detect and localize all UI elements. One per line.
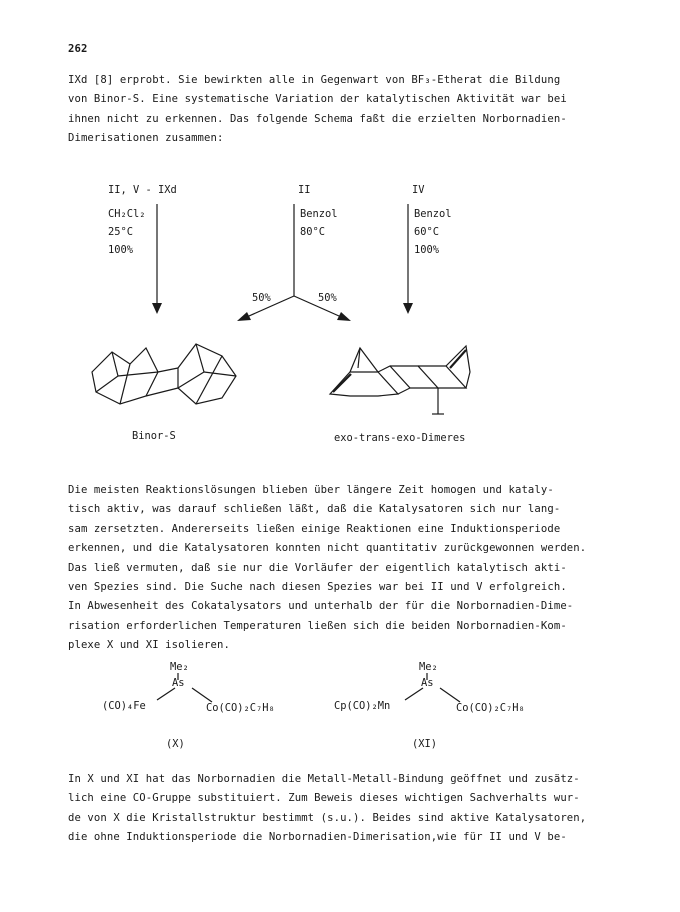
body-paragraph [68,481,586,656]
text-line: plexe X und XI isolieren. [68,639,230,652]
text-line: lich eine CO-Gruppe substituiert. Zum Beweis dieses wichtigen Sachverhalts wur- [68,792,580,805]
scheme-catalyst-2: II [298,184,311,196]
text-line: Das ließ vermuten, daß sie nur die Vorläufer der eigentlich katalytisch akti- [68,561,567,574]
arrowhead-fork-left [237,312,251,321]
scheme-split-right: 50% [318,292,337,304]
complex-x-label: (X) [166,738,185,750]
scheme-yield-3: 100% [414,244,440,256]
complex-xi-left: Cp(CO)₂Mn [334,700,391,712]
scheme-split-left: 50% [252,292,271,304]
text-line: die ohne Induktionsperiode die Norbornadien-Dimerisation,wie für II und V be- [68,831,567,844]
complex-x-me2: Me₂ [170,661,189,673]
arrowhead-fork-right [337,312,351,321]
product-label-binor-s: Binor-S [132,430,176,442]
bond-fe-as [157,688,175,700]
text-line: tisch aktiv, was darauf schließen läßt, daß die Katalysatoren sich nur lang- [68,503,561,516]
text-line: risation erforderlichen Temperaturen ließen sich die beiden Norbornadien-Kom- [68,619,567,632]
scheme-temp-3: 60°C [414,226,440,238]
text-line: In X und XI hat das Norbornadien die Metall-Metall-Bindung geöffnet und zusätz- [68,773,580,785]
arrowhead-3 [403,303,413,314]
complex-x-as: As [172,677,185,689]
text-line: ihnen nicht zu erkennen. Das folgende Schema faßt die erzielten Norbornadien- [68,112,567,125]
scheme-catalyst-1: II, V - IXd [108,184,177,196]
exo-trans-exo-dimer-structure [330,346,470,414]
complex-xi-label: (XI) [412,738,438,750]
text-line: Die meisten Reaktionslösungen blieben über längere Zeit homogen und kataly- [68,484,554,496]
bond-mn-as [405,688,423,700]
bond-as-co-2 [440,688,460,702]
text-line: de von X die Kristallstruktur bestimmt (s.u.). Beides sind aktive Katalysatoren, [68,811,587,824]
complex-xi-as: As [421,677,434,689]
product-label-exo-dimer: exo-trans-exo-Dimeres [334,432,466,444]
text-line: Dimerisationen zusammen: [68,132,224,145]
scheme-solvent-1: CH₂Cl₂ [108,208,146,220]
binor-s-structure [92,344,236,404]
final-paragraph [68,770,586,848]
text-line: ven Spezies sind. Die Suche nach diesen Spezies war bei II und V erfolgreich. [68,581,567,594]
scheme-solvent-2: Benzol [300,208,338,220]
text-line: erkennen, und die Katalysatoren konnten nicht quantitativ zurückgewonnen werden. [68,542,587,555]
scheme-temp-2: 80°C [300,226,326,238]
scheme-yield-1: 100% [108,244,134,256]
scheme-catalyst-3: IV [412,184,425,196]
complex-xi-right: Co(CO)₂C₇H₈ [456,702,525,714]
complex-x-right: Co(CO)₂C₇H₈ [206,702,275,714]
text-line: In Abwesenheit des Cokatalysators und unterhalb der für die Norbornadien-Dime- [68,600,574,613]
complex-xi-me2: Me₂ [419,661,438,673]
text-line: von Binor-S. Eine systematische Variation der katalytischen Aktivität war bei [68,93,567,106]
page-number: 262 [68,43,88,55]
scheme-solvent-3: Benzol [414,208,452,220]
bond-as-co [192,688,212,702]
text-line: IXd [8] erprobt. Sie bewirkten alle in Gegenwart von BF₃-Etherat die Bildung [68,74,561,86]
arrowhead-1 [152,303,162,314]
complex-x-left: (CO)₄Fe [102,700,146,712]
text-line: sam zersetzten. Andererseits ließen einige Reaktionen eine Induktionsperiode [68,522,561,535]
scheme-temp-1: 25°C [108,226,134,238]
